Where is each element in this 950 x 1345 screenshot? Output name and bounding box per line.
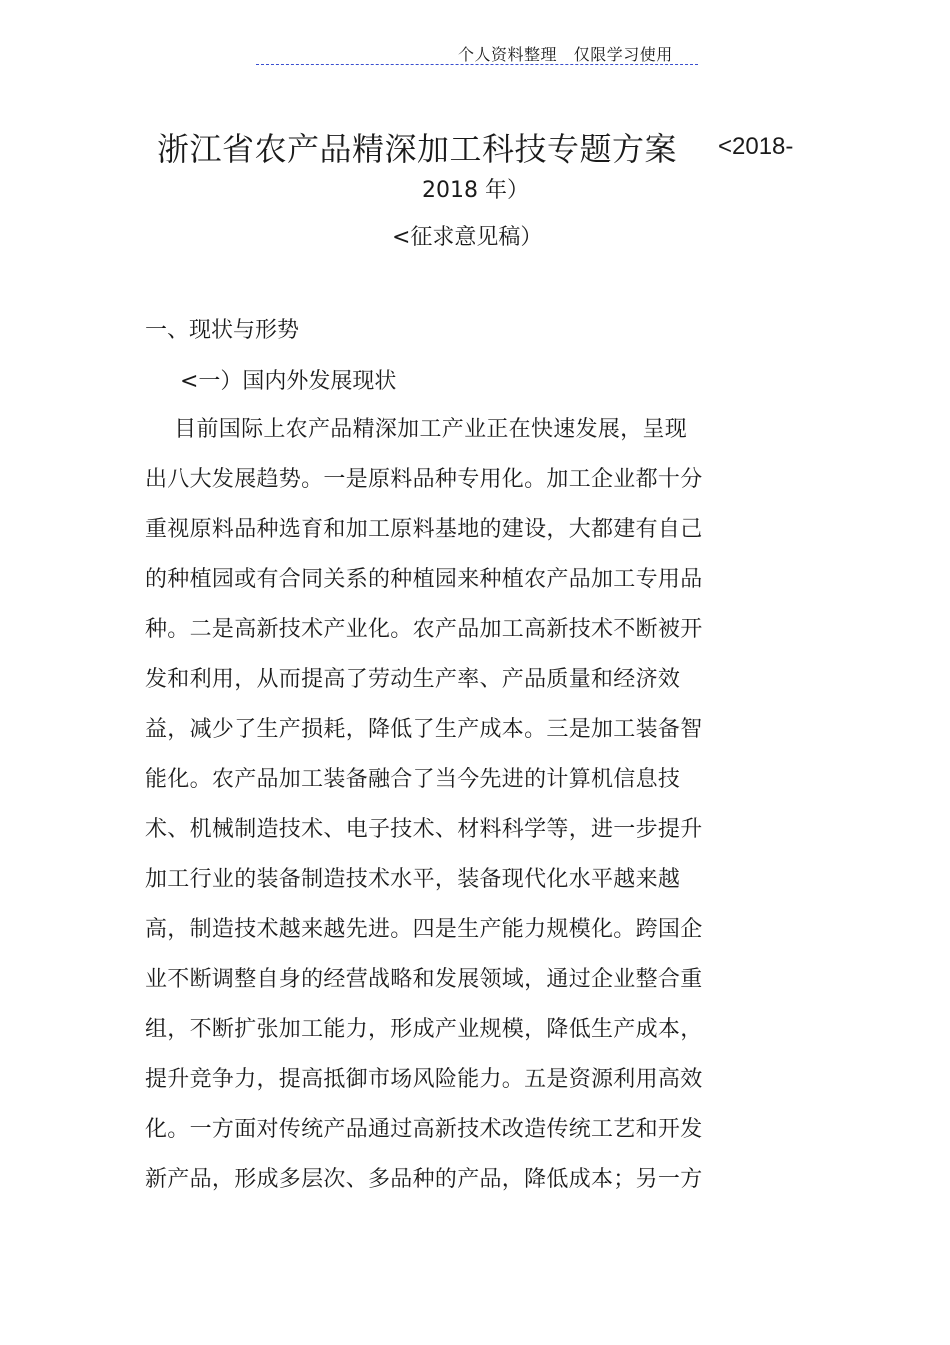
paragraph-line: 提升竞争力，提高抵御市场风险能力。五是资源利用高效: [145, 1067, 703, 1092]
paragraph-line: 能化。农产品加工装备融合了当今先进的计算机信息技: [145, 767, 681, 792]
section-subheading: <一）国内外发展现状: [180, 369, 397, 394]
paragraph-line: 组，不断扩张加工能力，形成产业规模，降低生产成本，: [145, 1017, 703, 1042]
paragraph-line: 新产品，形成多层次、多品种的产品，降低成本；另一方: [145, 1167, 703, 1192]
paragraph-line: 出八大发展趋势。一是原料品种专用化。加工企业都十分: [145, 467, 703, 492]
paragraph-line: 益，减少了生产损耗，降低了生产成本。三是加工装备智: [145, 717, 703, 742]
paragraph-line: 加工行业的装备制造技术水平，装备现代化水平越来越: [145, 867, 681, 892]
section-heading: 一、现状与形势: [145, 318, 300, 343]
paragraph-line: 的种植园或有合同关系的种植园来种植农产品加工专用品: [145, 567, 703, 592]
document-subtitle: <征求意见稿）: [392, 225, 543, 250]
paragraph-line: 业不断调整自身的经营战略和发展领域，通过企业整合重: [145, 967, 703, 992]
paragraph-line: 化。一方面对传统产品通过高新技术改造传统工艺和开发: [145, 1117, 703, 1142]
paragraph-line: 目前国际上农产品精深加工产业正在快速发展，呈现: [145, 417, 688, 442]
paragraph-line: 发和利用，从而提高了劳动生产率、产品质量和经济效: [145, 667, 681, 692]
title-years-start: <2018-: [718, 133, 794, 160]
paragraph-line: 高，制造技术越来越先进。四是生产能力规模化。跨国企: [145, 917, 703, 942]
header-divider: [256, 64, 698, 65]
document-title: 浙江省农产品精深加工科技专题方案: [157, 130, 678, 168]
title-years-end: 2018 年）: [422, 178, 529, 203]
paragraph-line: 术、机械制造技术、电子技术、材料科学等，进一步提升: [145, 817, 703, 842]
header-note: 个人资料整理 仅限学习使用: [458, 45, 673, 64]
paragraph-line: 种。二是高新技术产业化。农产品加工高新技术不断被开: [145, 617, 703, 642]
paragraph-line: 重视原料品种选育和加工原料基地的建设，大都建有自己: [145, 517, 703, 542]
